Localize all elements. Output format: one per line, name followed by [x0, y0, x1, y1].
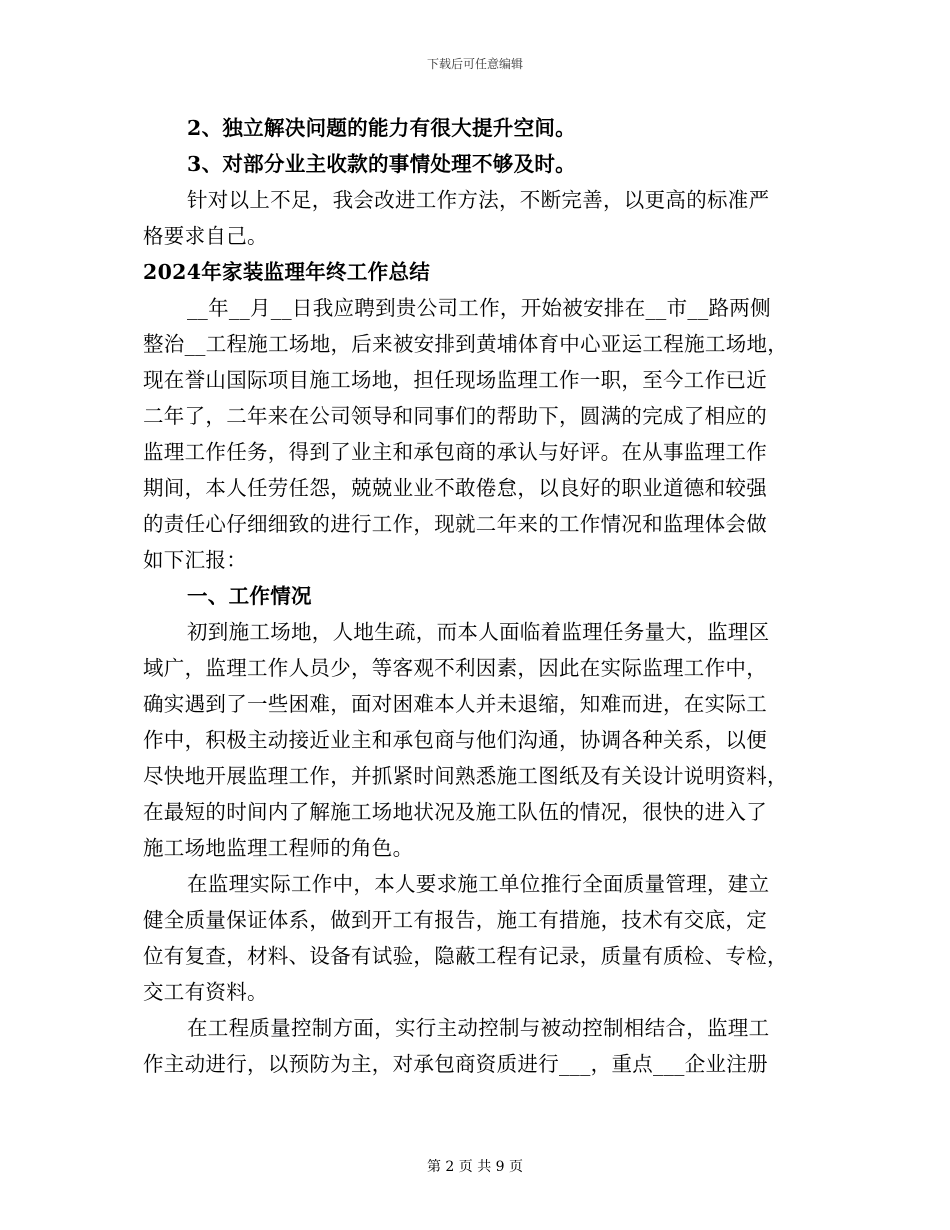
- section-heading: 一、工作情况: [187, 584, 312, 608]
- list-item-2: 2、独立解决问题的能力有很大提升空间。: [187, 116, 576, 140]
- list-item-3: 3、对部分业主收款的事情处理不够及时。: [187, 152, 576, 176]
- page-header: 下载后可任意编辑: [426, 57, 523, 71]
- paragraph-quality-management: 在监理实际工作中，本人要求施工单位推行全面质量管理，建立 健全质量保证体系，做到开工有报告，施工有措施，技术有交底，定 位有复查，材料、设备有试验，隐蔽工程有记录，质量有质检、专检， 交工有资料。: [143, 872, 788, 1004]
- document-body: [143, 110, 803, 1082]
- paragraph-improvement: 针对以上不足，我会改进工作方法，不断完善，以更高的标准严 格要求自己。: [143, 188, 770, 248]
- page-footer: 第 2 页 共 9 页: [426, 1159, 524, 1175]
- paragraph-work-start: 初到施工场地，人地生疏，而本人面临着监理任务量大，监理区 域广，监理工作人员少，等客观不利因素，因此在实际监理工作中， 确实遇到了一些困难，面对困难本人并未退缩，知难而进，在实际工 作中，积极主动接近业主和承包商与他们沟通，协调各种关系，以便 尽快地开展监理工作，并抓紧时间熟悉施工图纸及有关设计说明资料， 在最短的时间内了解施工场地状况及施工队伍的情况，很快的进入了 施工场地监理工程师的角色。: [143, 620, 788, 860]
- paragraph-quality-control: 在工程质量控制方面，实行主动控制与被动控制相结合，监理工 作主动进行，以预防为主，对承包商资质进行___，重点___企业注册: [143, 1016, 770, 1076]
- document-title: 2024年家装监理年终工作总结: [143, 260, 431, 284]
- paragraph-intro: __年__月__日我应聘到贵公司工作，开始被安排在__市__路两侧 整治__工程施工场地，后来被安排到黄埔体育中心亚运工程施工场地， 现在誉山国际项目施工场地，担任现场监理工作一职，至今工作已近 二年了，二年来在公司领导和同事们的帮助下，圆满的完成了相应的 监理工作任务，得到了业主和承包商的承认与好评。在从事监理工作 期间，本人任劳任怨，兢兢业业不敢倦怠，以良好的职业道德和较强 的责任心仔细细致的进行工作，现就二年来的工作情况和监理体会做 如下汇报：: [143, 296, 789, 572]
